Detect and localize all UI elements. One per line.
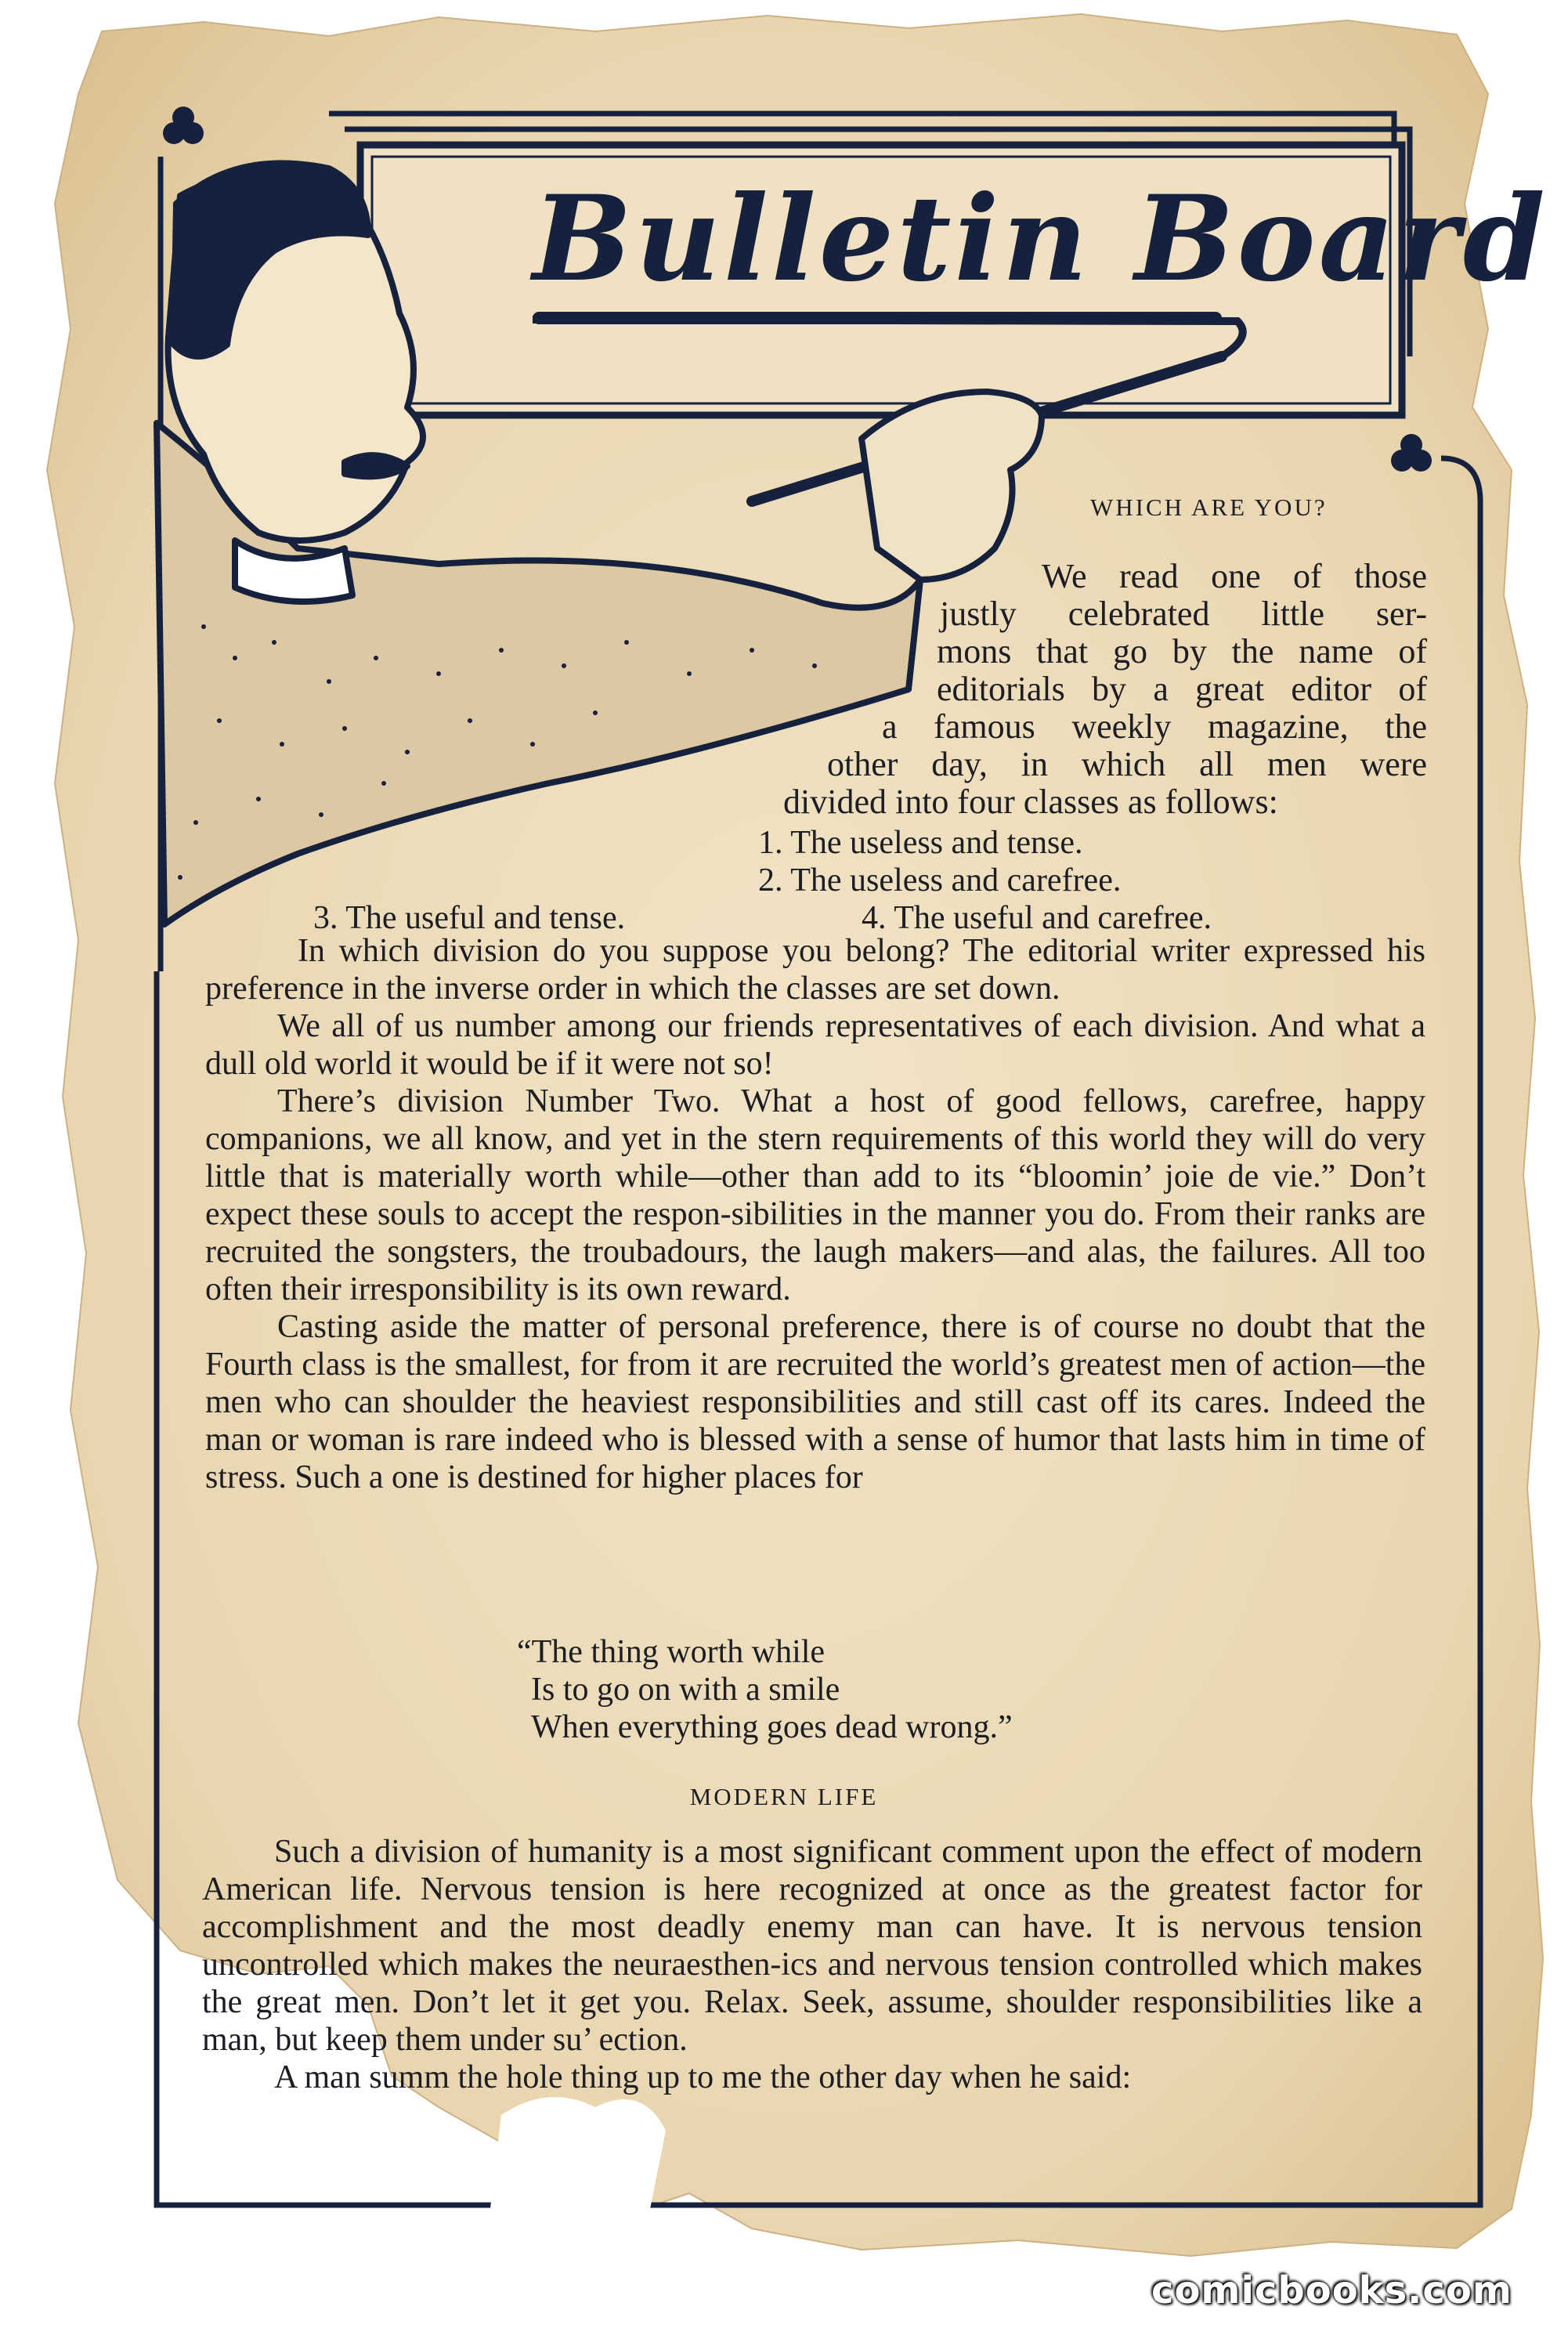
- verse-line: “The thing worth while: [517, 1634, 826, 1670]
- section1-body: [205, 932, 1425, 1496]
- class-item: 2. The useless and carefree.: [758, 862, 1122, 898]
- masthead-underline: [533, 312, 1222, 324]
- intro-line: a famous weekly magazine, the: [882, 707, 1427, 746]
- site-watermark: comicbooks.com: [1151, 2269, 1512, 2312]
- class-item: 4. The useful and carefree.: [862, 900, 1212, 936]
- intro-line: divided into four classes as follows:: [783, 783, 1278, 821]
- torn-hole: [486, 2097, 666, 2248]
- class-item: 3. The useful and tense.: [313, 900, 626, 936]
- intro-line: editorials by a great editor of: [937, 670, 1427, 708]
- paragraph: We all of us number among our friends representatives of each division. And what a dull old world it would be if it were not so!: [205, 1008, 1425, 1082]
- intro-line: We read one of those: [1042, 557, 1427, 595]
- paragraph: There’s division Number Two. What a host of good fellows, carefree, happy companions, we all know, and yet in the stern requirements of this world they will do very little that is materially worth while—other than add to its “bloomin’ joie de vie.” Don’t expect these souls to accept the respon-sibilities in the manner you do. From their ranks are recruited the songsters, the troubadours, the laugh makers—and alas, the failures. All too often their irresponsibility is its own reward.: [205, 1083, 1425, 1307]
- verse-line: When everything goes dead wrong.”: [531, 1709, 1013, 1745]
- section2-body: [202, 1833, 1422, 2096]
- intro-line: other day, in which all men were: [827, 745, 1427, 783]
- section-heading-which-are-you: WHICH ARE YOU?: [1090, 494, 1328, 521]
- section-heading-modern-life: MODERN LIFE: [689, 1783, 879, 1810]
- paragraph: Such a division of humanity is a most significant comment upon the effect of modern American life. Nervous tension is here recognized at once as the greatest factor for accomplishment and the most deadly enemy man can have. It is nervous tension uncontrolled which makes the neuraesthen-ics and nervous tension controlled which makes the great men. Don’t let it get you. Relax. Seek, assume, shoulder responsibilities like a man, but keep them under su’ ection.: [202, 1834, 1422, 2058]
- class-item: 1. The useless and tense.: [758, 825, 1083, 861]
- verse-quote: [517, 1633, 1013, 1746]
- paragraph: Casting aside the matter of personal preference, there is of course no doubt that the Fourth class is the smallest, for from it are recruited the world’s greatest men of action—the men who can shoulder the heaviest responsibilities and still cast off its cares. Indeed the man or woman is rare indeed who is blessed with a sense of humor that lasts him in time of stress. Such a one is destined for higher places for: [205, 1309, 1425, 1495]
- masthead-title: Bulletin Board: [533, 170, 1548, 308]
- verse-line: Is to go on with a smile: [531, 1672, 840, 1708]
- paragraph: A man summ the hole thing up to me the other day when he said:: [274, 2059, 1132, 2095]
- intro-line: justly celebrated little ser-: [940, 595, 1427, 633]
- intro-line: mons that go by the name of: [937, 632, 1427, 671]
- paragraph: In which division do you suppose you belong? The editorial writer expressed his preference in the inverse order in which the classes are set down.: [205, 933, 1425, 1007]
